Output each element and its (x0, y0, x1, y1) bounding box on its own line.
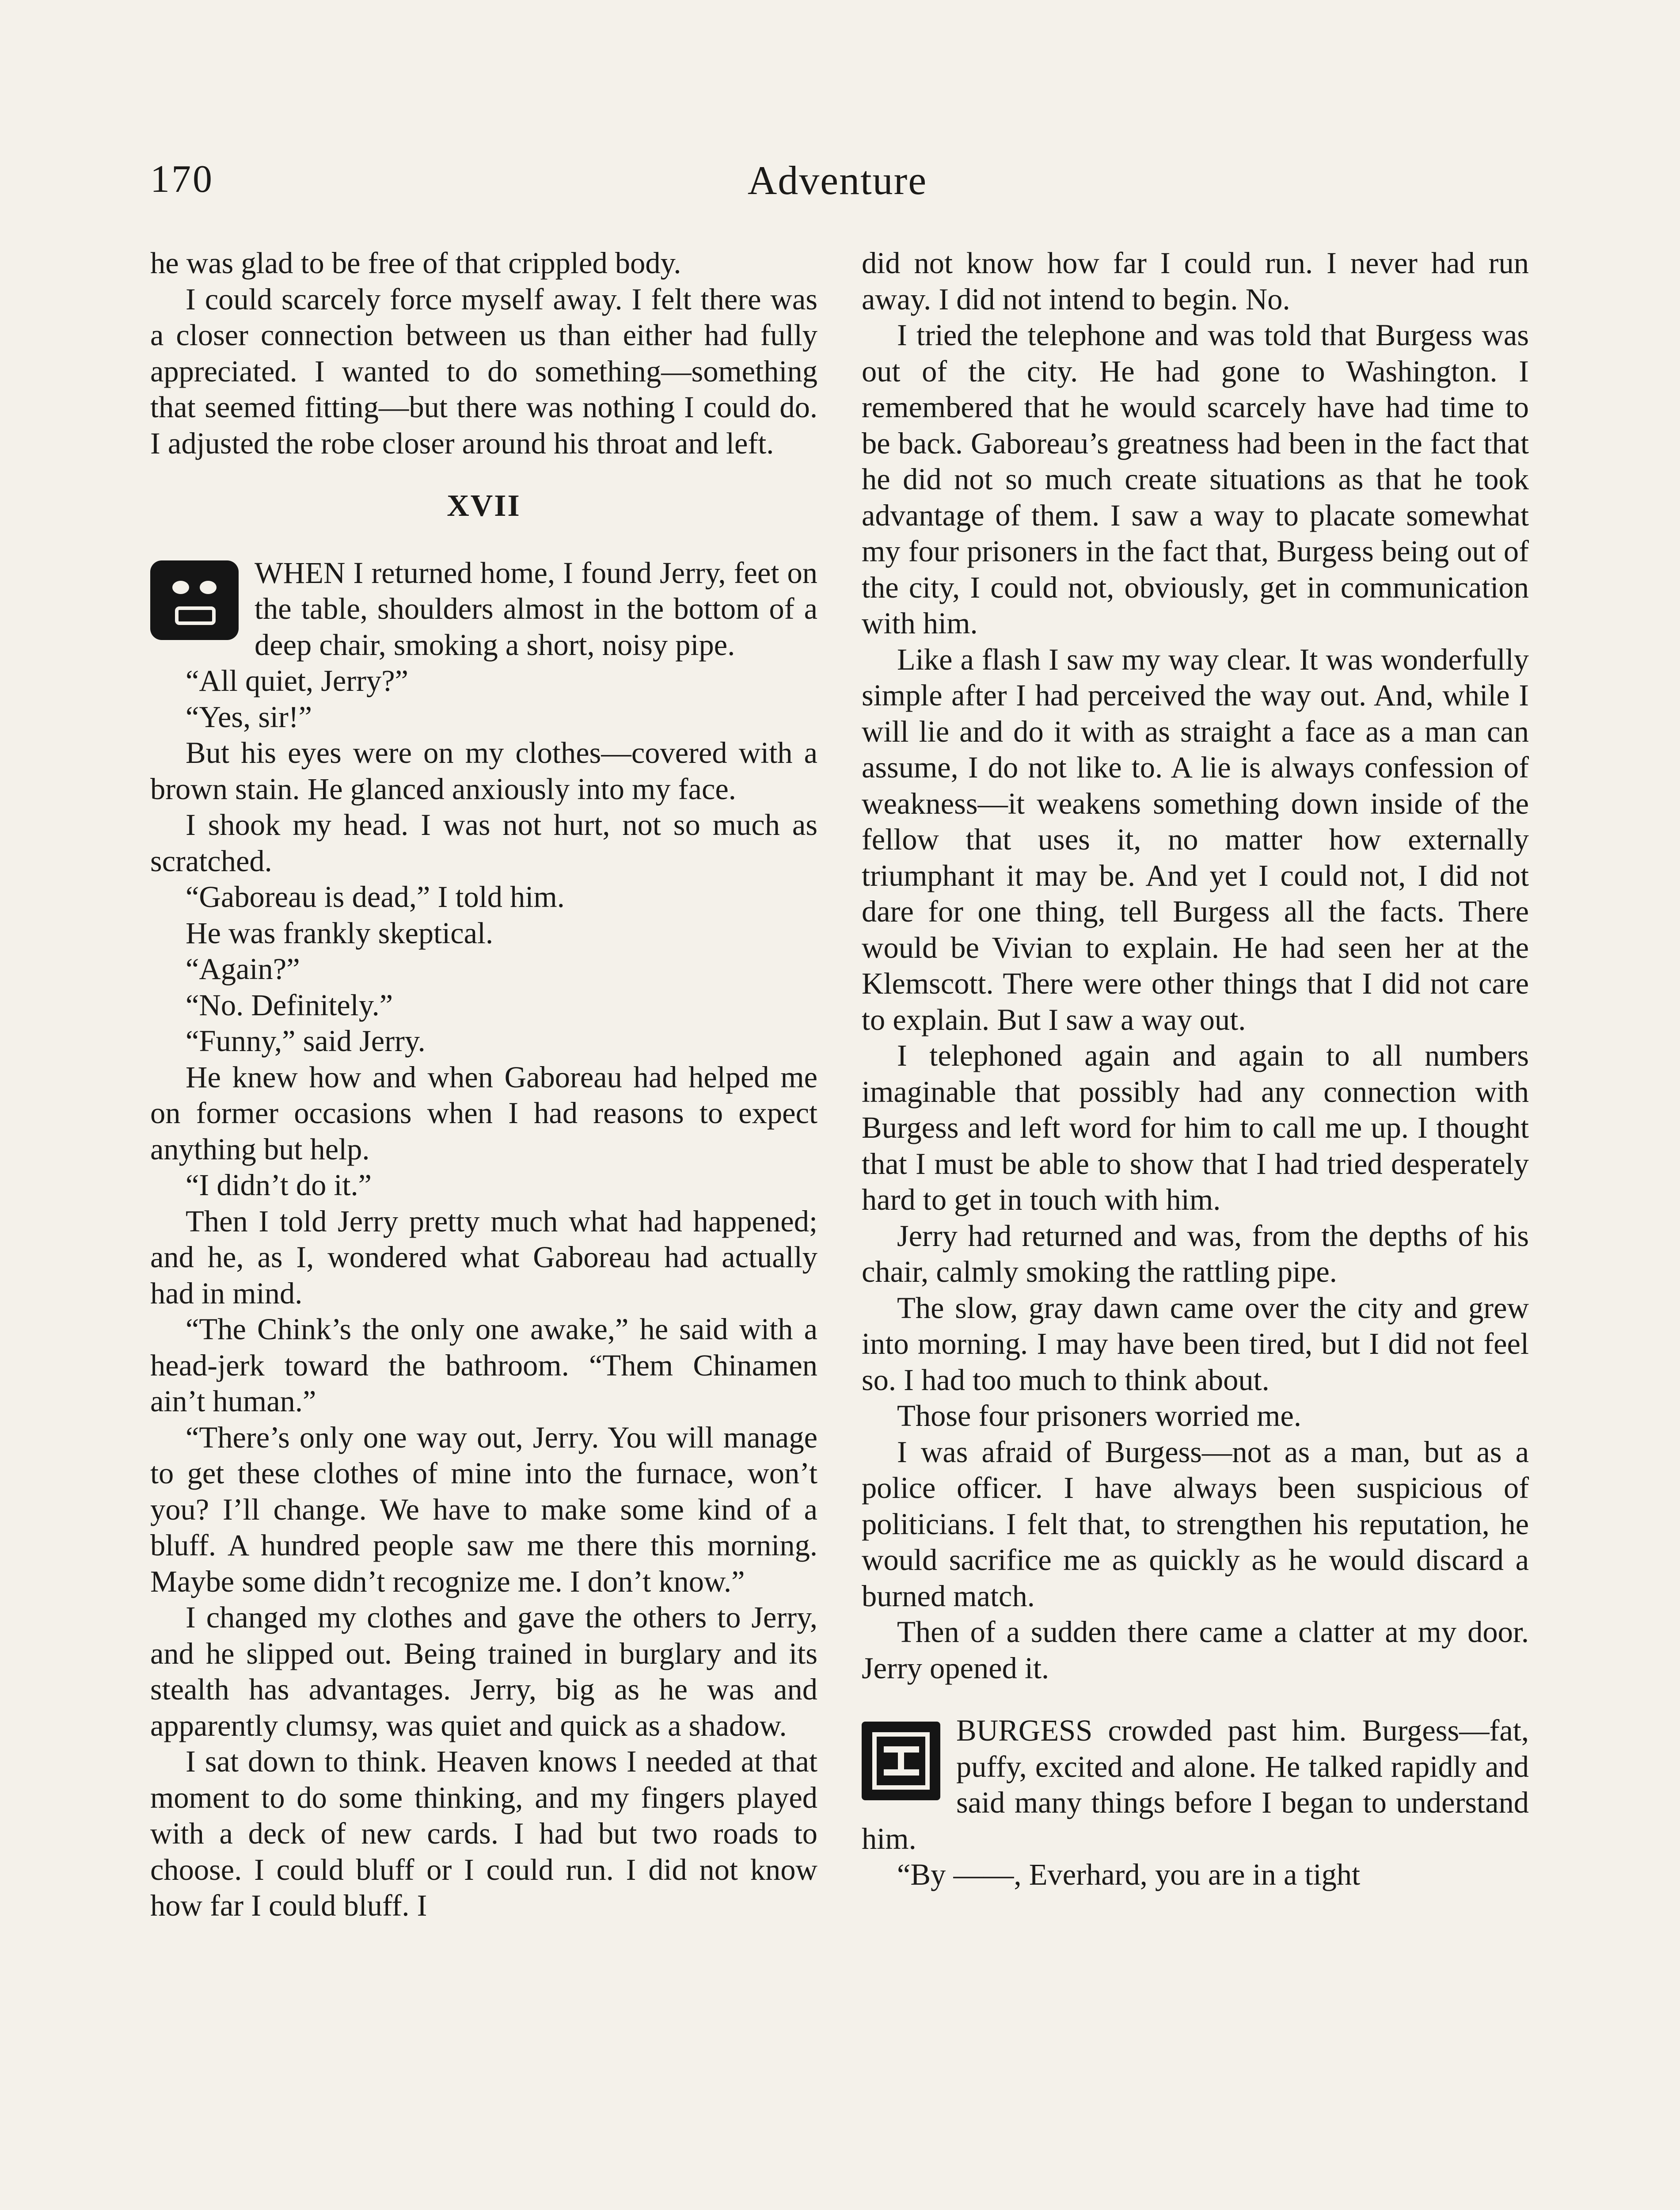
paragraph: I could scarcely force myself away. I felt there was a closer connection between us than either had fully appreciated. I wanted to do something—something that seemed fitting—but there was nothing I could do. I adjusted the robe closer around his throat and left. (150, 282, 817, 460)
page-number: 170 (150, 158, 214, 201)
paragraph: “Funny,” said Jerry. (186, 1024, 426, 1058)
paragraph: “No. Definitely.” (186, 988, 393, 1022)
paragraph: Then I told Jerry pretty much what had happened; and he, as I, wondered what Gaboreau had actually had in mind. (150, 1204, 817, 1310)
paragraph: Those four prisoners worried me. (897, 1399, 1301, 1433)
paragraph: “The Chink’s the only one awake,” he said with a head-jerk toward the bathroom. “Them Chinamen ain’t human.” (150, 1312, 817, 1418)
paragraph: I tried the telephone and was told that Burgess was out of the city. He had gone to Washington. I remembered that he would scarcely have had time to be back. Gaboreau’s greatness had been in the fact that he did not so much create situations as that he took advantage of them. I saw a way to placate somewhat my four prisoners in the fact that, Burgess being out of the city, I could not, obviously, get in communication with him. (862, 318, 1529, 640)
paragraph: The slow, gray dawn came over the city and grew into morning. I may have been tired, but I did not feel so. I had too much to think about. (862, 1291, 1529, 1397)
paragraph: “I didn’t do it.” (186, 1168, 372, 1202)
paragraph: “Again?” (186, 952, 300, 986)
paragraph: But his eyes were on my clothes—covered with a brown stain. He glanced anxiously into my face. (150, 736, 817, 806)
paragraph: he was glad to be free of that crippled body. (150, 246, 681, 280)
paragraph: I sat down to think. Heaven knows I needed at that moment to do some thinking, and my fingers played with a deck of new cards. I had but two roads to choose. I could bluff or I could run. I did not know how far I could bluff. I (150, 1745, 817, 1922)
ornamental-square-icon (862, 1722, 940, 1800)
paragraph: “Gaboreau is dead,” I told him. (186, 880, 565, 914)
paragraph: I changed my clothes and gave the others to Jerry, and he slipped out. Being trained in burglary and its stealth has advantages. Jerry, big as he was and apparently clumsy, was quiet and quick as a shadow. (150, 1600, 817, 1742)
ornamental-face-icon (150, 560, 239, 640)
paragraph: Jerry had returned and was, from the depths of his chair, calmly smoking the rattling pipe. (862, 1219, 1529, 1288)
paragraph: “Yes, sir!” (186, 700, 312, 734)
paragraph: He knew how and when Gaboreau had helped me on former occasions when I had reasons to expect anything but help. (150, 1060, 817, 1166)
paragraph: He was frankly skeptical. (186, 916, 494, 950)
paragraph: I shook my head. I was not hurt, not so much as scratched. (150, 808, 817, 878)
paragraph-text: BURGESS crowded past him. Burgess—fat, puffy, excited and alone. He talked rapidly and said many things before I began to understand him. (862, 1714, 1529, 1856)
paragraph: Then of a sudden there came a clatter at my door. Jerry opened it. (862, 1615, 1529, 1685)
paragraph: “All quiet, Jerry?” (186, 664, 409, 697)
paragraph: “There’s only one way out, Jerry. You will manage to get these clothes of mine into the furnace, won’t you? I’ll change. We have to make some kind of a bluff. A hundred people saw me there this morning. Maybe some didn’t recognize me. I don’t know.” (150, 1420, 817, 1598)
paragraph: I telephoned again and again to all numbers imaginable that possibly had any connection with Burgess and left word for him to call me up. I thought that I must be able to show that I had tried desperately hard to get in touch with him. (862, 1039, 1529, 1216)
running-title: Adventure (747, 158, 927, 203)
right-column (862, 245, 1529, 1893)
paragraph: “By ——, Everhard, you are in a tight (897, 1858, 1361, 1891)
paragraph: did not know how far I could run. I never had run away. I did not intend to begin. No. (862, 246, 1529, 316)
paragraph: Like a flash I saw my way clear. It was wonderfully simple after I had perceived the way out. And, while I will lie and do it with as straight a face as a man can assume, I do not like to. A lie is always confession of weakness—it weakens something down inside of the fellow that uses it, no matter how externally triumphant it may be. And yet I could not, I did not dare for one thing, tell Burgess all the facts. There would be Vivian to explain. He had seen her at the Klemscott. There were other things that I did not care to explain. But I saw a way out. (862, 642, 1529, 1036)
chapter-heading: XVII (447, 489, 521, 523)
left-column (150, 245, 817, 1924)
page-header (150, 157, 1524, 219)
paragraph: I was afraid of Burgess—not as a man, but as a police officer. I have always been suspicious of politicians. I felt that, to strengthen his reputation, he would sacrifice me as quickly as he would discard a burned match. (862, 1435, 1529, 1613)
paragraph-with-dropcap (150, 555, 817, 663)
paragraph-with-dropcap (862, 1713, 1529, 1857)
paragraph-text: WHEN I returned home, I found Jerry, feet on the table, shoulders almost in the bottom of a deep chair, smoking a short, noisy pipe. (255, 556, 817, 662)
